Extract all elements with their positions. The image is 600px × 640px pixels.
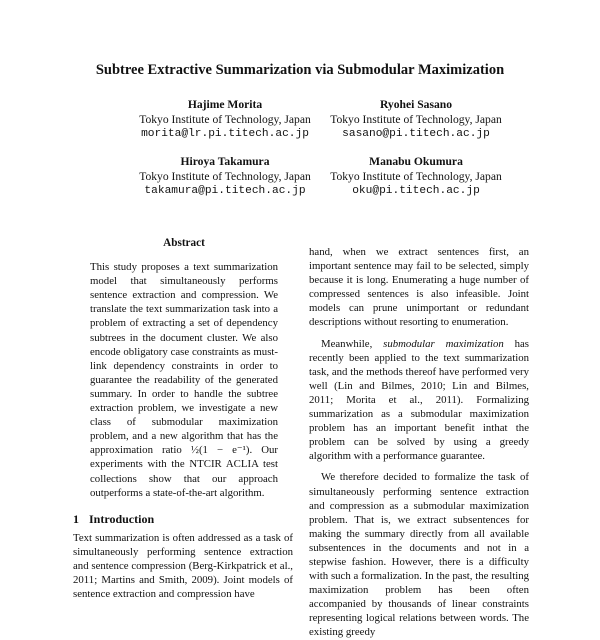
author-email: sasano@pi.titech.ac.jp xyxy=(342,128,490,140)
right-paragraph-3: We therefore decided to formalize the task of simultaneously performing sentence extraction and compression as a submodular maximization problem. That is, we extract subsentences for making the summary directly from all available subsentences in the documents and not in a stepwise fashion. However, there is a difficulty with such a formalization. In the past, the resulting maximization problem has been often accompanied by thousands of linear constraints representing logical relations between words. The existing greedy xyxy=(309,471,529,639)
right-paragraph-2 xyxy=(309,337,529,464)
introduction-paragraph: Text summarization is often addressed as a task of simultaneously performing sentence extraction and sentence compression (Berg-Kirkpatrick et al., 2011; Martins and Smith, 2009). Joint models of sentence extraction and compression have xyxy=(73,532,293,601)
author-email: morita@lr.pi.titech.ac.jp xyxy=(141,128,309,140)
paragraph-text: Meanwhile, xyxy=(321,337,384,350)
author-affiliation: Tokyo Institute of Technology, Japan xyxy=(139,112,311,126)
right-column xyxy=(309,245,529,640)
section-heading xyxy=(73,512,154,527)
author-affiliation: Tokyo Institute of Technology, Japan xyxy=(330,169,502,183)
abstract-section xyxy=(90,236,278,500)
author-block xyxy=(296,98,536,142)
author-name: Hiroya Takamura xyxy=(180,155,270,168)
right-paragraph-1: hand, when we extract sentences first, an important sentence may fail to be selected, simply because it is long. Enumerating a huge number of compressed sentences is also infeasible. Joint models can prune unimportant or redundant descriptions without resorting to enumeration. xyxy=(309,246,529,329)
author-affiliation: Tokyo Institute of Technology, Japan xyxy=(330,112,502,126)
author-email: oku@pi.titech.ac.jp xyxy=(352,185,480,197)
paragraph-text: has recently been applied to the text summarization task, and the methods thereof have performed very well (Lin and Bilmes, 2010; Lin and Bilmes, 2011; Morita et al., 2011). Formalizing summarization as a submodular maximization problem has an important benefit inthat the problem can be solved by using a greedy algorithm with a performance guarantee. xyxy=(309,337,529,463)
author-affiliation: Tokyo Institute of Technology, Japan xyxy=(139,169,311,183)
author-name: Ryohei Sasano xyxy=(379,98,453,111)
abstract-heading: Abstract xyxy=(163,237,205,249)
author-block xyxy=(296,155,536,199)
section-title: Introduction xyxy=(89,512,155,526)
author-name: Hajime Morita xyxy=(187,98,263,111)
abstract-text: This study proposes a text summarization model that simultaneously performs sentence extraction and compression. We translate the text summarization task into a problem of extracting a set of dependency subtrees in the document cluster. We also encode obligatory case constraints as must-link dependency constraints in order to guarantee the readability of the generated summary. In order to handle the subtree extraction problem, we investigate a new class of submodular maximization problem, and a new algorithm that has the approximation ratio ½(1 − e⁻¹). Our experiments with the NTCIR ACLIA test collections show that our approach outperforms a state-of-the-art algorithm. xyxy=(90,261,278,499)
section-number: 1 xyxy=(73,512,79,526)
paper-title: Subtree Extractive Summarization via Submodular Maximization xyxy=(95,62,505,78)
author-name: Manabu Okumura xyxy=(369,155,463,168)
introduction-text-block xyxy=(73,531,293,601)
emphasized-term: submodular maximization xyxy=(383,337,504,350)
author-email: takamura@pi.titech.ac.jp xyxy=(144,185,306,197)
